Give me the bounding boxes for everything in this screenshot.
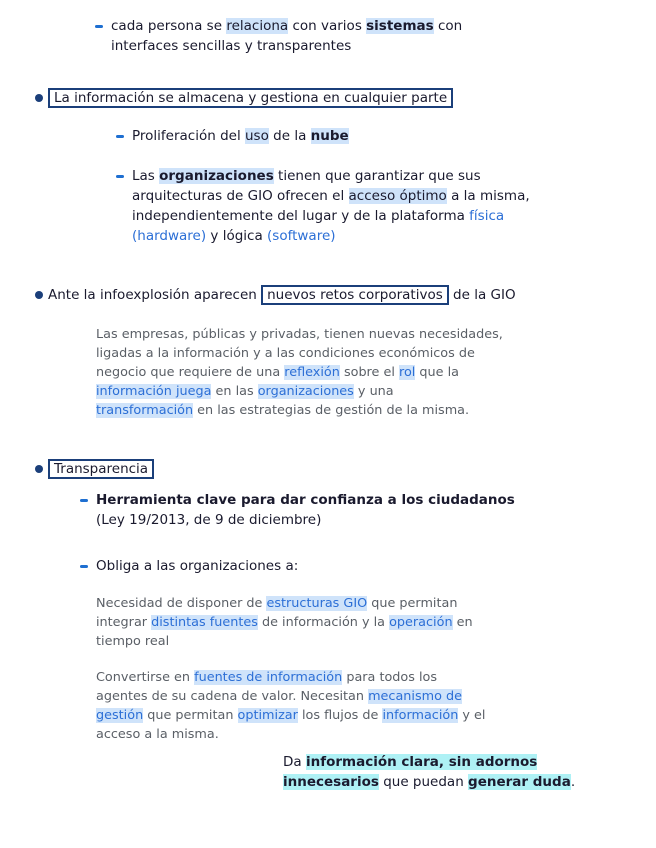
bullet-sistemas: [111, 16, 462, 56]
highlight: reflexión: [284, 365, 340, 380]
blue-text: (hardware): [132, 228, 207, 244]
highlight: generar duda: [468, 774, 571, 790]
bullet-organizaciones: [132, 166, 530, 246]
quote-informacion-clara: [283, 752, 575, 792]
text: Las: [132, 168, 160, 184]
text: que permitan: [367, 596, 458, 611]
text: en: [452, 615, 473, 630]
text: en las estrategias de gestión de la misma.: [193, 403, 470, 418]
boxed-heading: Transparencia: [48, 459, 154, 479]
heading-infoexplosion: [48, 285, 516, 305]
text: agentes de su cadena de valor. Necesitan: [96, 689, 369, 704]
heading-almacena: [48, 88, 453, 108]
paragraph-convertirse: [96, 668, 485, 744]
highlight: fuentes de información: [194, 670, 343, 685]
paragraph-empresas: [96, 325, 503, 420]
highlight: acceso óptimo: [348, 188, 447, 204]
highlight: información: [382, 708, 459, 723]
text: Herramienta clave para dar confianza a los ciudadanos: [96, 492, 515, 508]
text: cada persona se: [111, 18, 227, 34]
bullet-herramienta: [96, 490, 515, 530]
text: arquitecturas de GIO ofrecen el: [132, 188, 349, 204]
highlight: gestión: [96, 708, 144, 723]
highlight: distintas fuentes: [151, 615, 258, 630]
boxed-heading: La información se almacena y gestiona en cualquier parte: [48, 88, 453, 108]
text: integrar: [96, 615, 152, 630]
bullet-nube: [132, 126, 349, 146]
text: y lógica: [206, 228, 268, 244]
text: acceso a la misma.: [96, 727, 219, 742]
heading-transparencia: [48, 459, 154, 479]
text: tienen que garantizar que sus: [273, 168, 481, 184]
text: que permitan: [143, 708, 238, 723]
highlight: organizaciones: [159, 168, 274, 184]
text: con: [433, 18, 463, 34]
highlight: nube: [310, 128, 349, 144]
text: (Ley 19/2013, de 9 de diciembre): [96, 512, 322, 528]
text: los flujos de: [297, 708, 383, 723]
highlight: relaciona: [226, 18, 289, 34]
blue-text: física: [469, 208, 505, 224]
blue-text: (software): [267, 228, 336, 244]
text: que la: [415, 365, 459, 380]
text: Da: [283, 754, 306, 770]
text: Las empresas, públicas y privadas, tienen nuevas necesidades,: [96, 327, 503, 342]
boxed-phrase: nuevos retos corporativos: [261, 285, 449, 305]
text: y el: [458, 708, 486, 723]
text: Obliga a las organizaciones a:: [96, 558, 299, 574]
text: a la misma,: [446, 188, 530, 204]
highlight: información juega: [96, 384, 212, 399]
text: Convertirse en: [96, 670, 195, 685]
paragraph-necesidad: [96, 594, 473, 651]
bullet-obliga: [96, 556, 298, 576]
text: de la GIO: [448, 287, 516, 303]
text: Necesidad de disponer de: [96, 596, 267, 611]
text: que puedan: [378, 774, 469, 790]
text: con varios: [288, 18, 367, 34]
text: y una: [353, 384, 394, 399]
text: Proliferación del: [132, 128, 245, 144]
highlight: optimizar: [237, 708, 298, 723]
highlight: mecanismo de: [368, 689, 462, 704]
text: ligadas a la información y a las condiciones económicos de: [96, 346, 475, 361]
highlight: transformación: [96, 403, 194, 418]
text: independientemente del lugar y de la plataforma: [132, 208, 470, 224]
text: sobre el: [339, 365, 399, 380]
highlight: innecesarios: [283, 774, 379, 790]
highlight: operación: [389, 615, 453, 630]
text: negocio que requiere de una: [96, 365, 285, 380]
highlight: sistemas: [366, 18, 434, 34]
highlight: estructuras GIO: [266, 596, 368, 611]
text: interfaces sencillas y transparentes: [111, 38, 352, 54]
text: en las: [211, 384, 258, 399]
highlight: rol: [398, 365, 416, 380]
text: .: [570, 774, 576, 790]
text: Ante la infoexplosión aparecen: [48, 287, 262, 303]
text: para todos los: [342, 670, 438, 685]
highlight: información clara, sin adornos: [305, 754, 538, 770]
text: de información y la: [257, 615, 390, 630]
text: de la: [268, 128, 311, 144]
highlight: uso: [245, 128, 269, 144]
highlight: organizaciones: [257, 384, 354, 399]
text: tiempo real: [96, 634, 170, 649]
